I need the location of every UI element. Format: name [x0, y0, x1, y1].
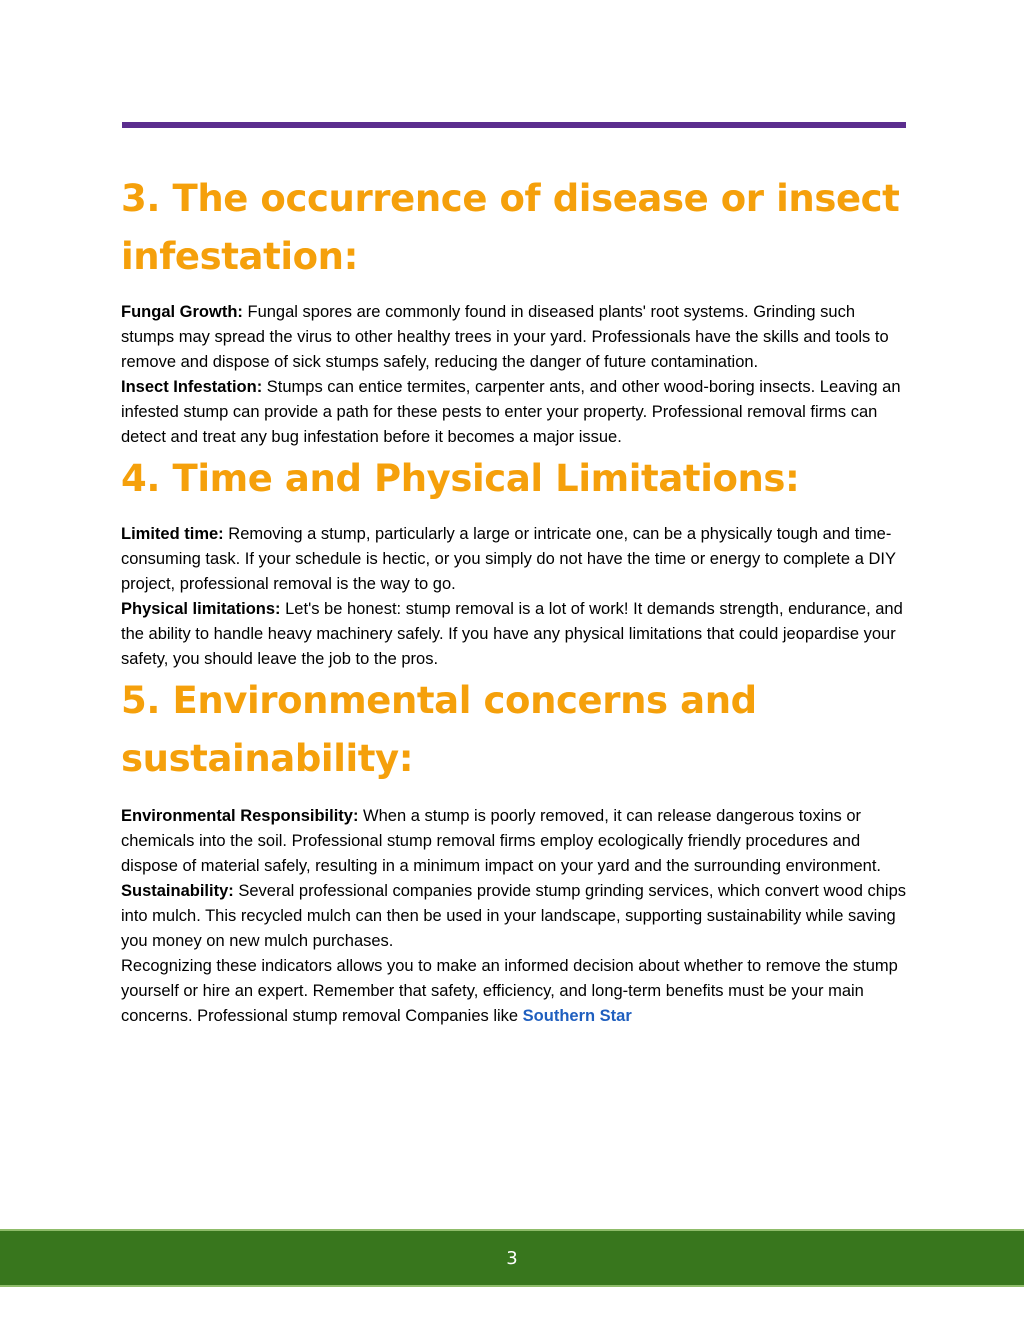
southern-star-link[interactable]: Southern Star — [522, 1007, 632, 1025]
label-limited-time: Limited time: — [121, 525, 224, 543]
text-environmental-responsibility: When a stump is poorly removed, it can release dangerous toxins or chemicals into the soil. Professional stump removal firms employ ecologically friendly procedures and dispose of material safely, resulting in a minimum impact on your yard and the surrounding environment. — [121, 807, 881, 875]
closing-text: Recognizing these indicators allows you to make an informed decision about whether to remove the stump yourself or hire an expert. Remember that safety, efficiency, and long-term benefits must be your main concerns. Professional stump removal Companies like — [121, 957, 898, 1025]
closing-paragraph — [121, 954, 911, 1029]
text-physical-limitations: Let's be honest: stump removal is a lot of work! It demands strength, endurance, and the ability to handle heavy machinery safely. If you have any physical limitations that could jeopardise your safety, you should leave the job to the pros. — [121, 600, 903, 668]
section-body-environmental — [121, 804, 911, 954]
page-number: 3 — [506, 1247, 518, 1269]
label-fungal-growth: Fungal Growth: — [121, 303, 243, 321]
section-heading-disease-infestation: 3. The occurrence of disease or insect infestation: — [121, 177, 900, 278]
top-divider-rule — [122, 122, 906, 128]
paragraph-insect-infestation — [121, 375, 911, 450]
paragraph-physical-limitations — [121, 597, 911, 672]
page-footer — [0, 1229, 1024, 1287]
label-physical-limitations: Physical limitations: — [121, 600, 281, 618]
section-heading-environmental: 5. Environmental concerns and sustainability: — [121, 679, 757, 780]
section-body-disease-infestation — [121, 300, 911, 450]
label-environmental-responsibility: Environmental Responsibility: — [121, 807, 359, 825]
label-sustainability: Sustainability: — [121, 882, 234, 900]
paragraph-limited-time — [121, 522, 911, 597]
section-heading-time-physical: 4. Time and Physical Limitations: — [121, 457, 800, 500]
paragraph-sustainability — [121, 879, 911, 954]
text-sustainability: Several professional companies provide stump grinding services, which convert wood chips into mulch. This recycled mulch can then be used in your landscape, supporting sustainability while saving you money on new mulch purchases. — [121, 882, 907, 950]
paragraph-environmental-responsibility — [121, 804, 911, 879]
page-content — [121, 170, 911, 1029]
text-limited-time: Removing a stump, particularly a large or intricate one, can be a physically tough and time-consuming task. If your schedule is hectic, or you simply do not have the time or energy to complete a DIY project, professional removal is the way to go. — [121, 525, 896, 593]
section-body-time-physical — [121, 522, 911, 672]
text-insect-infestation: Stumps can entice termites, carpenter ants, and other wood-boring insects. Leaving an infested stump can provide a path for these pests to enter your property. Professional removal firms can detect and treat any bug infestation before it becomes a major issue. — [121, 378, 901, 446]
text-fungal-growth: Fungal spores are commonly found in diseased plants' root systems. Grinding such stumps may spread the virus to other healthy trees in your yard. Professionals have the skills and tools to remove and dispose of sick stumps safely, reducing the danger of future contamination. — [121, 303, 889, 371]
label-insect-infestation: Insect Infestation: — [121, 378, 263, 396]
paragraph-fungal-growth — [121, 300, 911, 375]
